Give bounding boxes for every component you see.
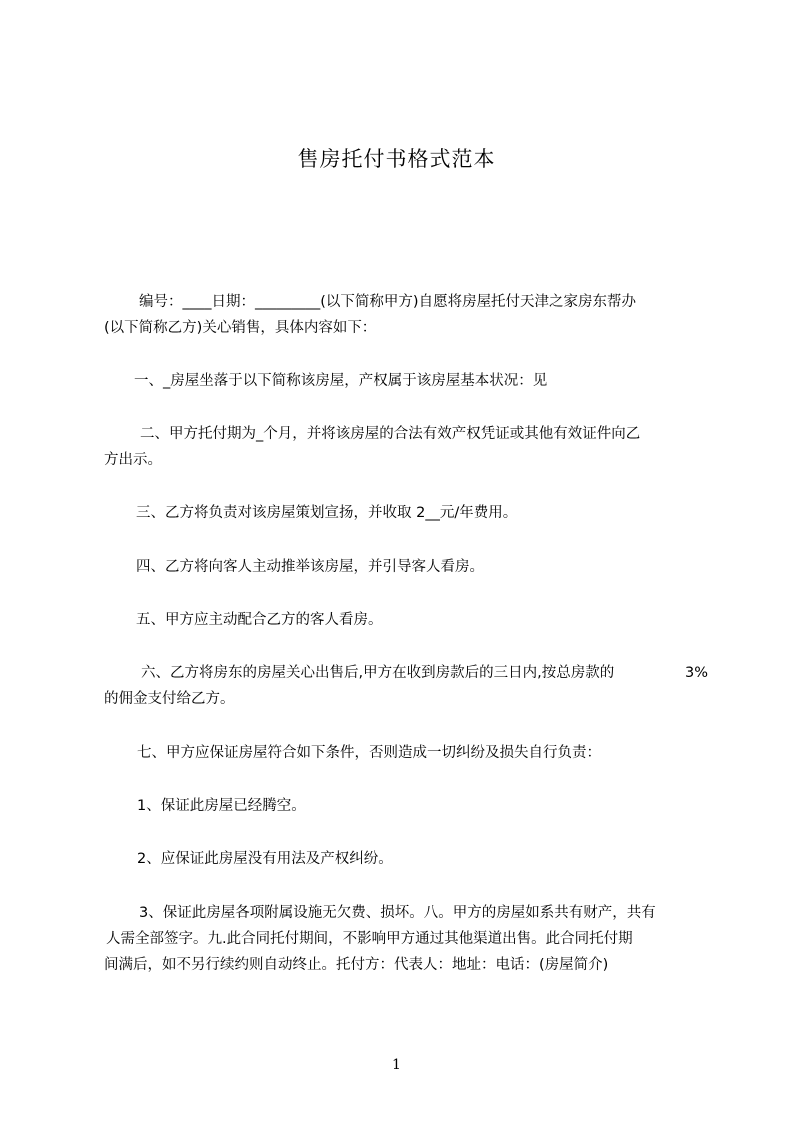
paragraph-line: 1、保证此房屋已经腾空。	[137, 798, 306, 814]
paragraph-line: 六、乙方将房东的房屋关心出售后,甲方在收到房款后的三日内,按总房款的	[141, 665, 615, 681]
paragraph-line: 二、甲方托付期为_个月，并将该房屋的合法有效产权凭证或其他有效证件向乙	[140, 426, 641, 442]
document-title: 售房托付书格式范本	[297, 147, 496, 171]
paragraph-line: 人需全部签字。九.此合同托付期间，不影响甲方通过其他渠道出售。此合同托付期	[106, 931, 633, 947]
paragraph-line: 方出示。	[104, 452, 162, 468]
paragraph-line: 一、_房屋坐落于以下简称该房屋，产权属于该房屋基本状况：见	[134, 373, 548, 389]
paragraph-line: 3、保证此房屋各项附属设施无欠费、损坏。八。甲方的房屋如系共有财产，共有	[139, 905, 656, 921]
paragraph-line: 的佣金支付给乙方。	[104, 691, 235, 707]
paragraph-line: 编号：____日期：_________(以下简称甲方)自愿将房屋托付天津之家房东帮办	[139, 294, 637, 310]
paragraph-line: 四、乙方将向客人主动推举该房屋，并引导客人看房。	[136, 559, 484, 575]
paragraph-line: 3%	[685, 665, 709, 681]
paragraph-line: (以下简称乙方)关心销售，具体内容如下：	[104, 320, 377, 336]
paragraph-line: 七、甲方应保证房屋符合如下条件，否则造成一切纠纷及损失自行负责：	[137, 745, 601, 761]
paragraph-line: 五、甲方应主动配合乙方的客人看房。	[136, 612, 383, 628]
paragraph-line: 三、乙方将负责对该房屋策划宣扬，并收取 2__元/年费用。	[136, 505, 518, 521]
paragraph-line: 2、应保证此房屋没有用法及产权纠纷。	[137, 851, 393, 867]
page-number: 1	[392, 1057, 401, 1073]
paragraph-line: 间满后，如不另行续约则自动终止。托付方：代表人：地址：电话：(房屋简介)	[104, 957, 609, 973]
